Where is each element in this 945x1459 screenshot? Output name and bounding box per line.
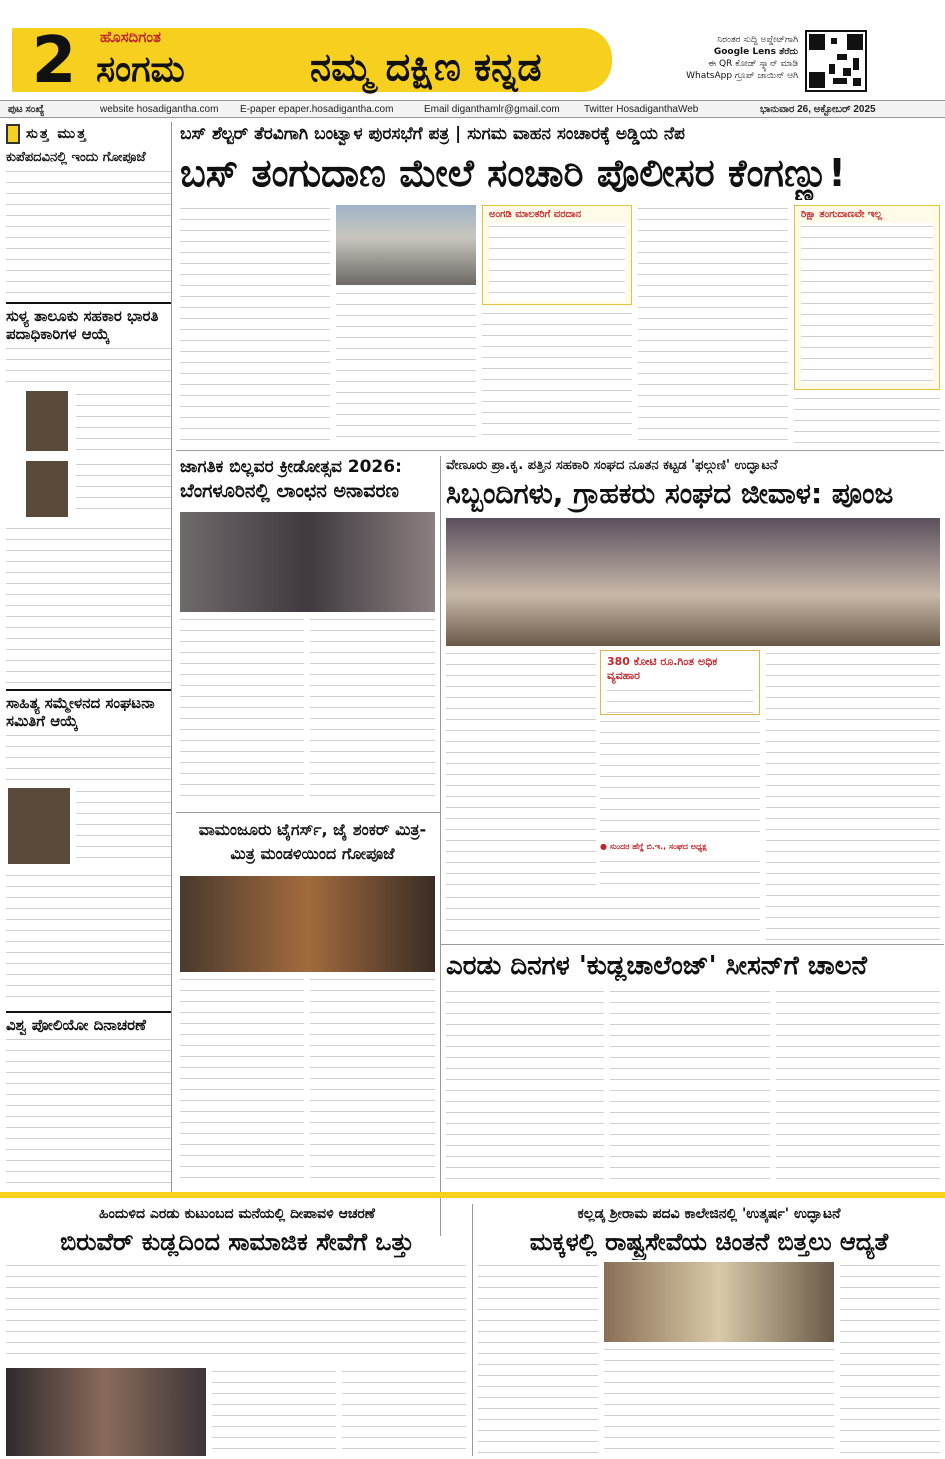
- lead-headline: ಬಸ್ ತಂಗುದಾಣ ಮೇಲೆ ಸಂಚಾರಿ ಪೊಲೀಸರ ಕೆಂಗಣ್ಣು!: [180, 151, 846, 195]
- section-title: ನಮ್ಮ ದಕ್ಷಿಣ ಕನ್ನಡ: [310, 44, 542, 89]
- brief-body: [6, 1036, 171, 1192]
- lead-kicker: ಬಸ್ ಶೆಲ್ಟರ್ ತೆರವಿಗಾಗಿ ಬಂಟ್ವಾಳ ಪುರಸಭೆಗೆ ಪತ್ರ | ಸುಗಮ ವಾಹನ ಸಂಚಾರಕ್ಕೆ ಅಡ್ಡಿಯ ನೆಪ: [180, 124, 685, 144]
- sidebar-box: ರಿಕ್ಷಾ ತಂಗುದಾಣವೇ ಇಲ್ಲ: [794, 205, 940, 390]
- page-label: ಪುಟ ಸಂಖ್ಯೆ: [8, 104, 45, 115]
- story3-body: [600, 858, 760, 888]
- bottom-left-header: ಹಿಂದುಳಿದ ಎರಡು ಕುಟುಂಬದ ಮನೆಯಲ್ಲಿ ದೀಪಾವಳಿ ಆಚರಣೆ ಬಿರುವೆರ್ ಕುಡ್ಲದಿಂದ ಸಾಮಾಜಿಕ ಸೇವೆಗೆ ಒತ್ತು: [60, 1206, 414, 1256]
- publisher-logo: ಹೊಸದಿಗಂತ: [100, 28, 161, 46]
- lead-body: [180, 205, 330, 445]
- lead-body: [638, 205, 788, 445]
- bus-shelter-photo: [336, 205, 476, 285]
- info-bar: [0, 100, 945, 118]
- sidebar-box: ಅಂಗಡಿ ಮಾಲಕರಿಗೆ ವರದಾನ: [482, 205, 632, 305]
- gopooja-photo: [180, 876, 435, 972]
- lead-body: [482, 310, 632, 445]
- left-column: [6, 122, 172, 1192]
- brief-body: [6, 345, 171, 685]
- portrait-photo: [8, 788, 70, 864]
- portrait-photo: [26, 461, 68, 517]
- photo-caption: ● ಸುಂದರ ಹೆಗ್ಡೆ ಬಿ.ಇ., ಸಂಘದ ಅಧ್ಯಕ್ಷ: [600, 842, 707, 851]
- lead-body: [794, 395, 940, 445]
- story4-body: [180, 976, 304, 1188]
- family-photo: [6, 1368, 206, 1456]
- twitter-link[interactable]: Twitter HosadiganthaWeb: [584, 104, 699, 115]
- story5-body: [610, 988, 770, 1188]
- story4-header: ವಾಮಂಜೂರು ಟೈಗರ್ಸ್, ಜೈ ಶಂಕರ್ ಮಿತ್ರ-ಮಿತ್ರ ಮಂಡಳಿಯಿಂದ ಗೋಪೂಜೆ: [198, 820, 427, 863]
- brief-title: ಕುಪೆಪದವಿನಲ್ಲಿ ಇಂದು ಗೋಪೂಜೆ: [6, 150, 146, 165]
- story3-body: [766, 650, 940, 940]
- bottom-left-body: [6, 1262, 466, 1362]
- page-number: 2: [31, 26, 77, 96]
- story3-body: [446, 650, 596, 890]
- story3-body: [600, 718, 760, 838]
- epaper-link[interactable]: E-paper epaper.hosadigantha.com: [240, 104, 394, 115]
- story3-header: ವೇಣೂರು ಪ್ರಾ.ಕೃ. ಪತ್ತಿನ ಸಹಕಾರಿ ಸಂಘದ ನೂತನ ಕಟ್ಟಡ 'ಫಲ್ಗುಣಿ' ಉದ್ಘಾಟನೆ ಸಿಬ್ಬಂದಿಗಳು, ಗ್ರಾಹಕರು ಸಂಘದ ಜೀವಾಳ: ಪೂಂಜ: [446, 458, 894, 510]
- bottom-right-header: ಕಲ್ಲಡ್ಕ ಶ್ರೀರಾಮ ಪದವಿ ಕಾಲೇಜಿನಲ್ಲಿ 'ಉತ್ಕರ್ಷ' ಉದ್ಘಾಟನೆ ಮಕ್ಕಳಲ್ಲಿ ರಾಷ್ಟ್ರಸೇವೆಯ ಚಿಂತನೆ ಬಿತ್ತಲು ಆದ್ಯತೆ: [529, 1206, 889, 1256]
- qr-code-icon[interactable]: [805, 30, 867, 92]
- brief-title: ಸುಳ್ಯ ತಾಲೂಕು ಸಹಕಾರ ಭಾರತಿ ಪದಾಧಿಕಾರಿಗಳ ಆಯ್ಕೆ: [6, 302, 171, 343]
- brief-body: [6, 732, 171, 1007]
- bottom-right-body: [478, 1262, 598, 1456]
- brief-title: ಸಾಹಿತ್ಯ ಸಮ್ಮೇಳನದ ಸಂಘಟನಾ ಸಮಿತಿಗೆ ಆಯ್ಕೆ: [6, 689, 171, 730]
- lead-body: [336, 290, 476, 445]
- bottom-left-body: [342, 1368, 466, 1456]
- story4-body: [310, 976, 435, 1188]
- portrait-photo: [26, 391, 68, 451]
- divider-band: [0, 1192, 945, 1198]
- story5-body: [776, 988, 940, 1188]
- email-link[interactable]: Email diganthamlr@gmail.com: [424, 104, 560, 115]
- inauguration-photo: [446, 518, 940, 646]
- qr-line: ಈ QR ಕೋಡ್ ಸ್ಕ್ಯಾನ್ ಮಾಡಿ: [708, 59, 798, 69]
- door-icon: [6, 124, 20, 144]
- story5-header: ಎರಡು ದಿನಗಳ 'ಕುಡ್ಲಚಾಲೆಂಜ್' ಸೀಸನ್‌ಗೆ ಚಾಲನೆ: [446, 951, 868, 981]
- issue-date: ಭಾನುವಾರ 26, ಅಕ್ಟೋಬರ್ 2025: [760, 104, 876, 115]
- qr-instructions: [630, 34, 798, 96]
- website-link[interactable]: website hosadigantha.com: [100, 104, 219, 115]
- qr-line: WhatsApp ಗ್ರೂಪ್ ಜಾಯಿನ್ ಆಗಿ: [686, 71, 798, 81]
- story5-body: [446, 988, 604, 1188]
- bottom-left-body: [212, 1368, 336, 1456]
- story2-body: [310, 616, 435, 806]
- bottom-right-body: [604, 1346, 834, 1456]
- bottom-right-body: [840, 1262, 940, 1456]
- college-photo: [604, 1262, 834, 1342]
- story2-body: [180, 616, 304, 806]
- brief-body: [6, 168, 171, 298]
- supplement-title: ಸಂಗಮ: [96, 49, 185, 90]
- qr-line: ನಿರಂತರ ಸುದ್ದಿ ಅಪ್ಡೇಟ್‌ಗಾಗಿ: [717, 35, 798, 45]
- qr-line: Google Lens ತೆರೆದು: [713, 47, 798, 57]
- story2-header: ಜಾಗತಿಕ ಬಿಲ್ಲವರ ಕ್ರೀಡೋತ್ಸವ 2026: ಬೆಂಗಳೂರಿನಲ್ಲಿ ಲಾಂಛನ ಅನಾವರಣ: [180, 457, 402, 502]
- highlight-badge: 380 ಕೋಟಿ ರೂ.ಗಿಂತ ಅಧಿಕ ವ್ಯವಹಾರ: [600, 650, 760, 715]
- story3-body: [446, 894, 760, 940]
- column-logo: ಸುತ್ತ ಮುತ್ತ: [6, 122, 171, 146]
- logo-launch-photo: [180, 512, 435, 612]
- brief-title: ವಿಶ್ವ ಪೋಲಿಯೋ ದಿನಾಚರಣೆ: [6, 1011, 171, 1034]
